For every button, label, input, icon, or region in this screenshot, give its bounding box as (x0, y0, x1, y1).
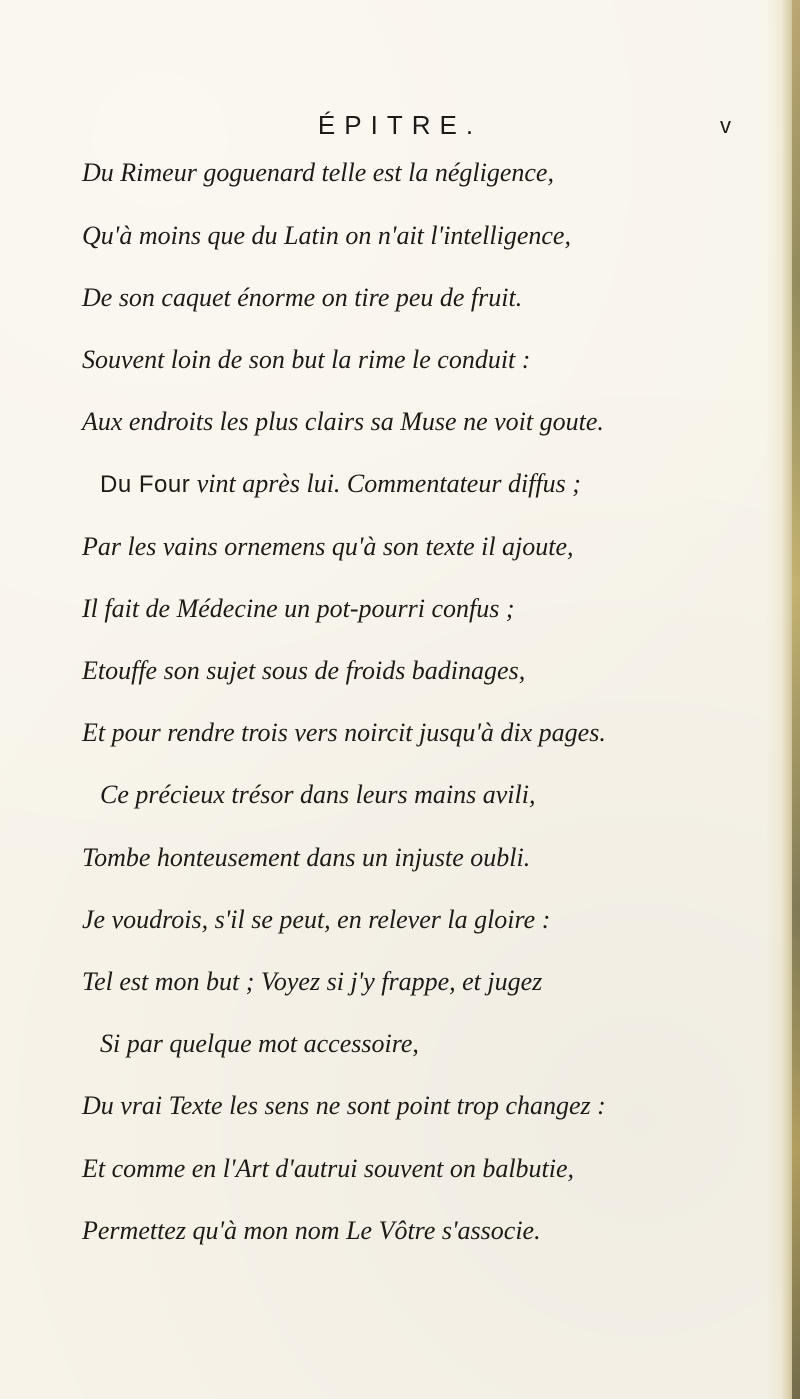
poem-line: Il fait de Médecine un pot-pourri confus ; (82, 594, 515, 623)
poem-line: Tel est mon but ; Voyez si j'y frappe, et jugez (82, 967, 543, 996)
author-name: Du Four (100, 471, 191, 498)
poem-line: Du Rimeur goguenard telle est la négligence, (82, 158, 554, 187)
poem-line: Aux endroits les plus clairs sa Muse ne voit goute. (82, 407, 604, 436)
poem-line: Et pour rendre trois vers noircit jusqu'à dix pages. (82, 718, 606, 747)
poem-line: Du vrai Texte les sens ne sont point trop changez : (82, 1091, 606, 1120)
poem-line: Par les vains ornemens qu'à son texte il ajoute, (82, 532, 574, 561)
poem-line: Souvent loin de son but la rime le conduit : (82, 345, 531, 374)
poem-line: Si par quelque mot accessoire, (100, 1029, 419, 1058)
running-head: ÉPITRE. (317, 110, 483, 140)
poem-line: Tombe honteusement dans un injuste oubli. (82, 843, 531, 872)
poem-line-rest: vint après lui. Commentateur diffus ; (190, 469, 581, 498)
poem-line: Ce précieux trésor dans leurs mains avili, (100, 780, 536, 809)
poem-line: Je voudrois, s'il se peut, en relever la gloire : (82, 905, 551, 934)
poem-line (100, 469, 581, 500)
poem-line: Etouffe son sujet sous de froids badinages, (82, 656, 526, 685)
poem-line: Qu'à moins que du Latin on n'ait l'intelligence, (82, 221, 571, 250)
poem-line: Permettez qu'à mon nom Le Vôtre s'associe. (82, 1216, 541, 1245)
poem-line: De son caquet énorme on tire peu de fruit. (82, 283, 523, 312)
poem-line: Et comme en l'Art d'autrui souvent on balbutie, (82, 1154, 575, 1183)
page-number: v (720, 113, 731, 138)
